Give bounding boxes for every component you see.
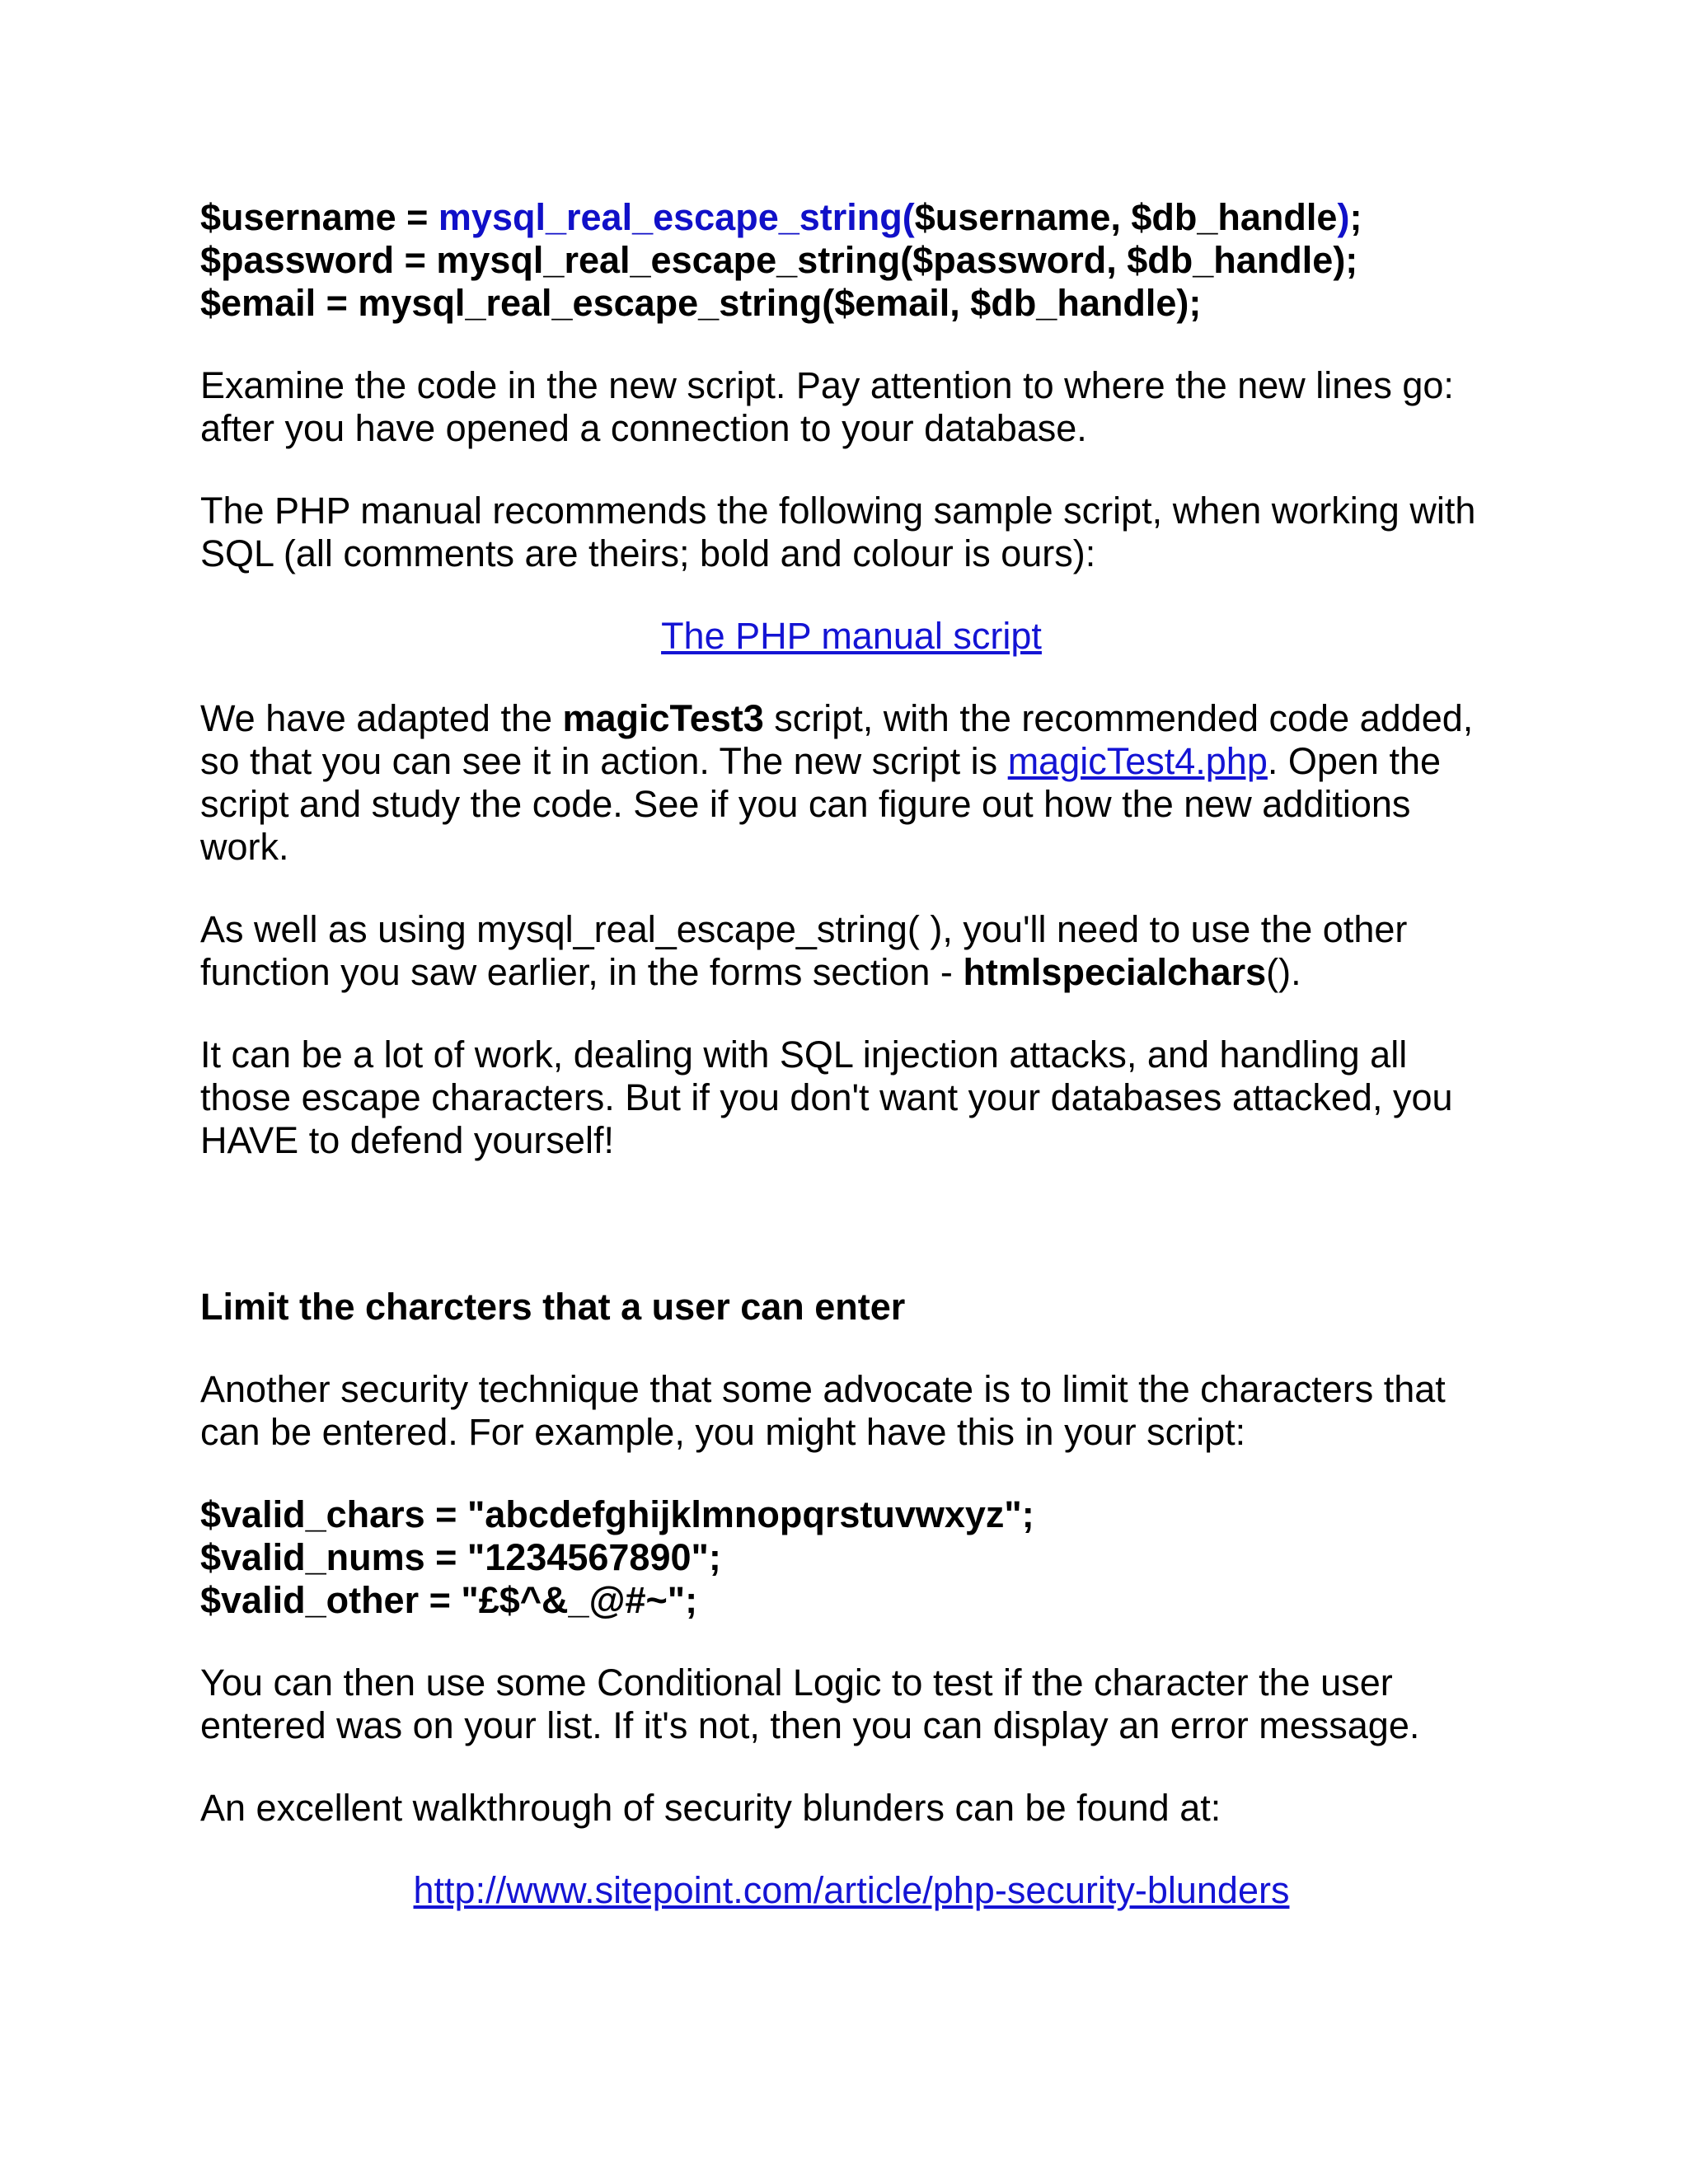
paragraph-line: [200, 951, 1503, 994]
paragraph-adapted: [200, 697, 1503, 869]
sitepoint-link-row: [200, 1869, 1503, 1912]
text: ().: [1266, 951, 1301, 993]
manual-link-row: [200, 615, 1503, 658]
paragraph-line: As well as using mysql_real_escape_string( ), you'll need to use the other: [200, 908, 1408, 950]
paragraph-limit: [200, 1368, 1503, 1454]
paragraph-htmlspecialchars: [200, 908, 1503, 994]
code-text: $username =: [200, 196, 438, 238]
code-paren-highlight: ): [1337, 196, 1350, 238]
paragraph-line: You can then use some Conditional Logic to test if the character the user: [200, 1661, 1393, 1704]
code-line-valid-nums: $valid_nums = "1234567890";: [200, 1536, 721, 1578]
paragraph-line: Another security technique that some advocate is to limit the characters that: [200, 1368, 1446, 1410]
paragraph-line: those escape characters. But if you don't want your databases attacked, you: [200, 1076, 1453, 1118]
section-heading-limit: Limit the charcters that a user can enter: [200, 1286, 906, 1328]
valid-chars-code-block: [200, 1493, 1503, 1622]
text: . Open the: [1267, 740, 1442, 782]
paragraph-line: It can be a lot of work, dealing with SQL injection attacks, and handling all: [200, 1033, 1408, 1076]
paragraph-conditional: [200, 1661, 1503, 1747]
text: so that you can see it in action. The new script is: [200, 740, 1008, 782]
sitepoint-article-link[interactable]: http://www.sitepoint.com/article/php-security-blunders: [413, 1869, 1290, 1911]
code-function-highlight: mysql_real_escape_string(: [438, 196, 915, 238]
paragraph-line: [200, 697, 1503, 740]
code-line-valid-chars: $valid_chars = "abcdefghijklmnopqrstuvwxyz";: [200, 1493, 1034, 1535]
escape-code-line-username: [200, 196, 1503, 239]
function-name-bold: htmlspecialchars: [963, 951, 1267, 993]
code-line-valid-other: $valid_other = "£$^&_@#~";: [200, 1579, 698, 1621]
paragraph-line: entered was on your list. If it's not, then you can display an error message.: [200, 1704, 1420, 1746]
php-manual-script-link[interactable]: The PHP manual script: [661, 615, 1042, 657]
code-text: ;: [1349, 196, 1362, 238]
paragraph-line: HAVE to defend yourself!: [200, 1119, 614, 1161]
paragraph-manual: [200, 490, 1503, 575]
paragraph-line: Examine the code in the new script. Pay attention to where the new lines go:: [200, 364, 1454, 406]
paragraph-line: The PHP manual recommends the following sample script, when working with: [200, 490, 1476, 532]
text: function you saw earlier, in the forms section -: [200, 951, 964, 993]
paragraph-injection: [200, 1033, 1503, 1162]
escape-code-line-email: $email = mysql_real_escape_string($email, $db_handle);: [200, 282, 1202, 324]
document-page: [200, 196, 1503, 1952]
paragraph-walkthrough: [200, 1787, 1503, 1830]
text: script, with the recommended code added,: [763, 697, 1474, 739]
paragraph-line: script and study the code. See if you can figure out how the new additions: [200, 783, 1411, 825]
paragraph-line: can be entered. For example, you might have this in your script:: [200, 1411, 1246, 1453]
paragraph-examine: [200, 364, 1503, 450]
code-text: $username, $db_handle: [914, 196, 1338, 238]
text: We have adapted the: [200, 697, 563, 739]
paragraph-line: work.: [200, 826, 289, 868]
magictest4-link[interactable]: magicTest4.php: [1007, 740, 1268, 782]
escape-code-block: [200, 196, 1503, 325]
paragraph-line: SQL (all comments are theirs; bold and colour is ours):: [200, 532, 1096, 574]
paragraph-line: An excellent walkthrough of security blunders can be found at:: [200, 1787, 1221, 1829]
paragraph-line: after you have opened a connection to your database.: [200, 407, 1087, 449]
script-name-bold: magicTest3: [562, 697, 764, 739]
escape-code-line-password: $password = mysql_real_escape_string($password, $db_handle);: [200, 239, 1358, 281]
paragraph-line: [200, 740, 1503, 783]
